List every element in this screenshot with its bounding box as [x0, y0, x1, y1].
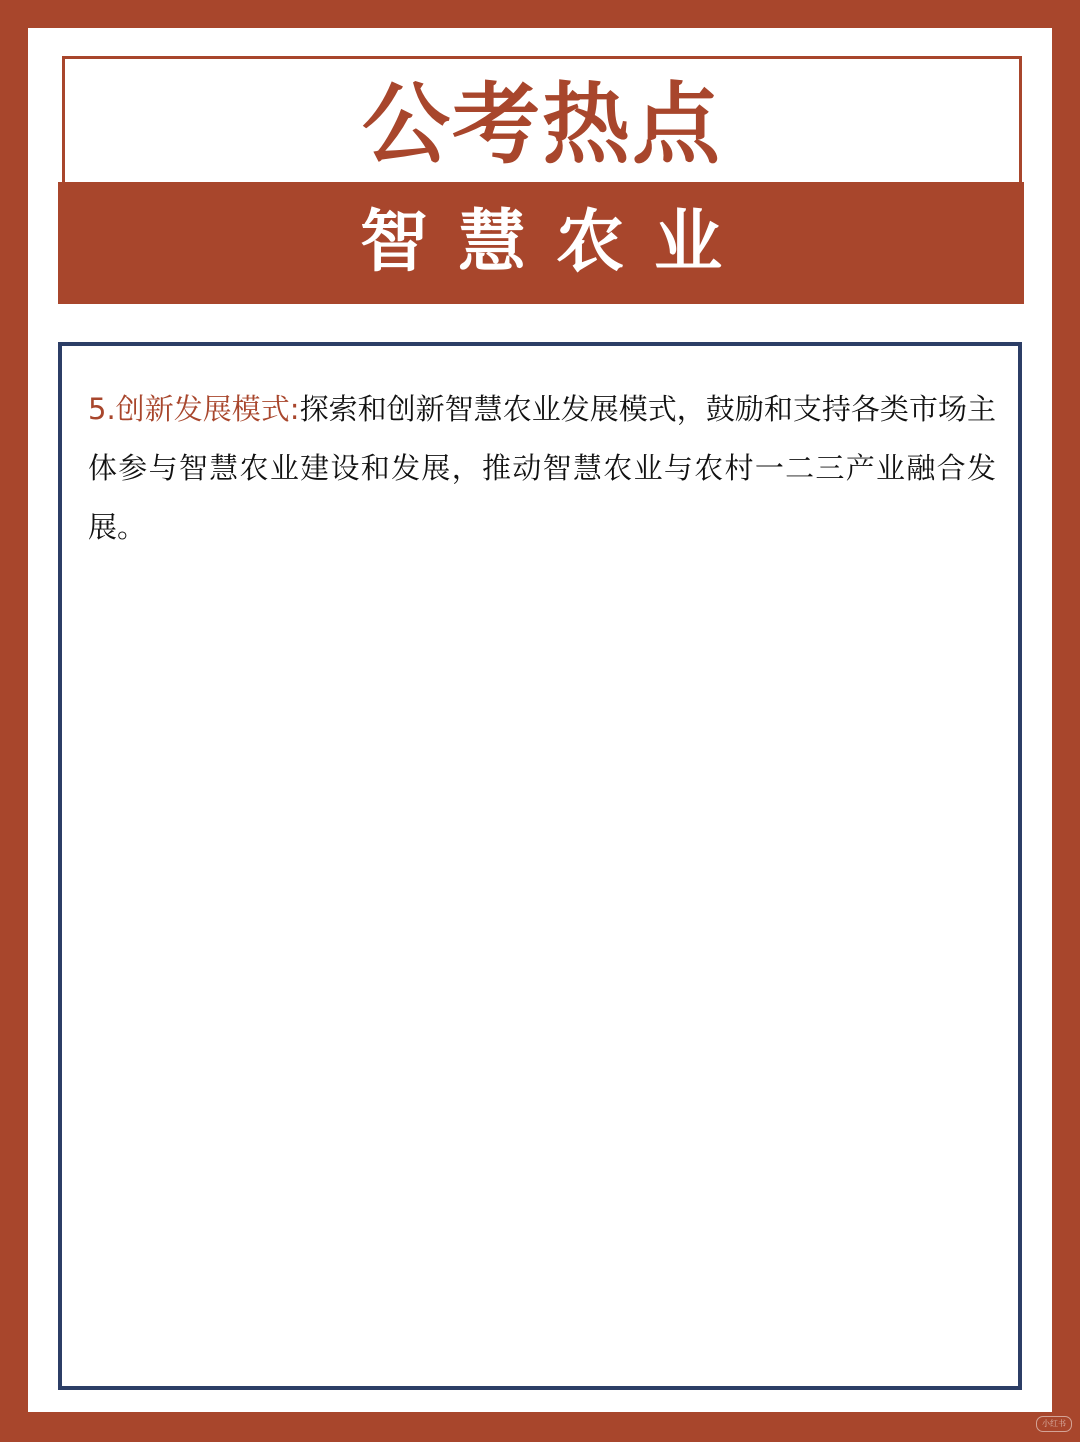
- title-box: [62, 56, 1022, 185]
- section-body: 探索和创新智慧农业发展模式，鼓励和支持各类市场主体参与智慧农业建设和发展，推动智慧农业与农村一二三产业融合发展。: [88, 392, 996, 544]
- content-paragraph: [88, 380, 996, 557]
- watermark-logo: 小红书: [1036, 1416, 1072, 1432]
- page-subtitle: 智慧农业: [359, 203, 752, 282]
- header: [58, 56, 1024, 304]
- content-box: [58, 342, 1022, 1390]
- section-label: 5.创新发展模式:: [88, 392, 300, 426]
- page-title: 公考热点: [361, 73, 722, 176]
- subtitle-bar: [58, 182, 1024, 304]
- poster-card: [28, 28, 1052, 1412]
